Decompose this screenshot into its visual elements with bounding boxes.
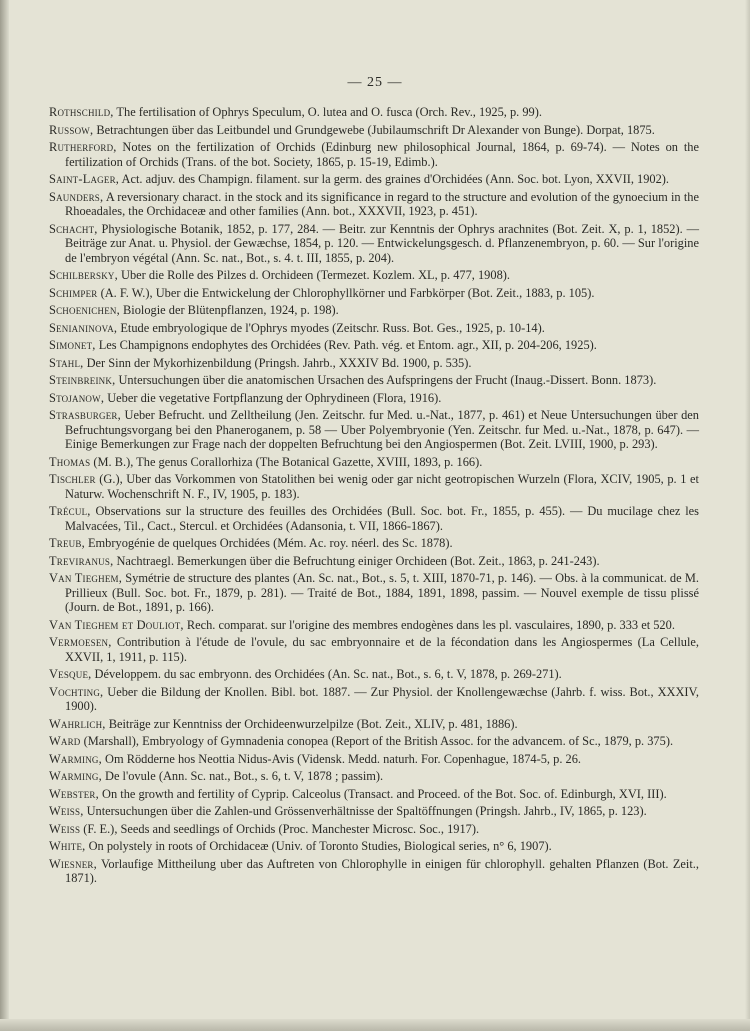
bibliography-entry [49, 804, 699, 819]
entry-author: Warming, [49, 751, 102, 766]
entry-author: Schoenichen, [49, 303, 120, 317]
bibliography-entry [49, 268, 699, 283]
page-shadow-left [0, 0, 9, 1031]
entry-author: Rothschild, [49, 105, 114, 119]
entry-citation: Les Champignons endophytes des Orchidées (Rev. Path. vég. et Entom. agr., XII, p. 204-206, 1925). [95, 338, 597, 352]
bibliography-entry [49, 472, 699, 501]
bibliography-entry [49, 571, 699, 615]
entry-citation: (G.), Uber das Vorkommen von Statolithen bei wenig oder gar nicht geotropischen Wurzeln (Flora, XCIV, 1905, p. 1 et Naturw. Wochenschrift N. F., IV, 1905, p. 183). [65, 472, 699, 501]
bibliography-entry [49, 504, 699, 533]
entry-author: Warming, [49, 769, 102, 783]
bibliography-entry [49, 338, 699, 353]
page-number: — 25 — [347, 75, 403, 90]
bibliography-entry [49, 769, 699, 784]
entry-citation: De l'ovule (Ann. Sc. nat., Bot., s. 6, t. V, 1878 ; passim). [101, 769, 384, 783]
entry-author: Steinbreink, [49, 373, 116, 387]
entry-author: Rutherford, [49, 140, 117, 154]
entry-citation: Untersuchungen über die Zahlen-und Grössenverhältnisse der Spaltöffnungen (Pringsh. Jahrb., IV, 1865, p. 123). [83, 804, 647, 818]
page-shadow-right [745, 0, 750, 1031]
entry-citation: Développem. du sac embryonn. des Orchidées (An. Sc. nat., Bot., s. 6, t. V, 1878, p. 269-271). [91, 667, 562, 681]
entry-author: Wiesner, [49, 856, 97, 871]
bibliography-entry [49, 321, 699, 336]
bibliography-entry [49, 635, 699, 664]
entry-author: Vochting, [49, 684, 104, 699]
entry-citation: (Marshall), Embryology of Gymnadenia conopea (Report of the British Assoc. for the advancem. of Sc., 1879, p. 375). [80, 734, 674, 748]
entry-citation: Rech. comparat. sur l'origine des membres endogènes dans les pl. vasculaires, 1890, p. 333 et 520. [183, 617, 675, 632]
entry-author: Simonet, [49, 338, 96, 352]
entry-author: Treviranus, [49, 553, 114, 568]
entry-author: Russow, [49, 122, 94, 137]
entry-author: Stahl, [49, 355, 84, 370]
entry-citation: Der Sinn der Mykorhizenbildung (Pringsh. Jahrb., XXXIV Bd. 1900, p. 535). [83, 355, 472, 370]
bibliography-list [49, 105, 699, 889]
bibliography-entry [49, 373, 699, 388]
entry-citation: Notes on the fertilization of Orchids (Edinburg new philosophical Journal, 1864, p. 69-74). — Notes on the fertilization of Orchids (Trans. of the bot. Society, 1865, p. 15-19, Edimb.). [65, 140, 699, 169]
entry-citation: Ueber die Bildung der Knollen. Bibl. bot. 1887. — Zur Physiol. der Knollengewæchse (Jahrb. f. wiss. Bot., XXXIV, 1900). [65, 684, 699, 713]
bibliography-entry [49, 822, 699, 837]
entry-author: Thomas [49, 454, 91, 469]
entry-citation: (M. B.), The genus Corallorhiza (The Botanical Gazette, XVIII, 1893, p. 166). [90, 454, 483, 469]
entry-citation: Untersuchungen über die anatomischen Ursachen des Aufspringens der Frucht (Inaug.-Dissert. Bonn. 1873). [115, 373, 657, 387]
entry-citation: Vorlaufige Mittheilung uber das Auftreten von Chlorophylle in einigen für chlorophyll. gehalten Pflanzen (Bot. Zeit., 1871). [65, 856, 699, 885]
entry-author: Weiss [49, 821, 81, 836]
bibliography-entry [49, 172, 699, 187]
entry-citation: Nachtraegl. Bemerkungen über die Befruchtung einiger Orchideen (Bot. Zeit., 1863, p. 241-243). [113, 553, 600, 568]
entry-citation: Physiologische Botanik, 1852, p. 177, 284. — Beitr. zur Kenntnis der Ophrys arachnites (Bot. Zeit. X, p. 1, 1852). — Beiträge zur Anat. u. Physiol. der Gewæchse, 1854, p. 120. — Entwickelungsgesch. d. Pflanzenembryon, p. 60. — Sur l'origine de l'embryon végétal (Ann. Sc. nat., Bot., s. 4. t. III, 1855, p. 204). [65, 221, 699, 265]
entry-author: Schilbersky, [49, 268, 118, 282]
entry-citation: (F. E.), Seeds and seedlings of Orchids (Proc. Manchester Microsc. Soc., 1917). [80, 821, 480, 836]
bibliography-entry [49, 839, 699, 854]
bibliography-entry [49, 105, 699, 120]
page-shadow-bottom [0, 1019, 750, 1031]
bibliography-entry [49, 455, 699, 470]
entry-citation: Beiträge zur Kenntniss der Orchideenwurzelpilze (Bot. Zeit., XLIV, p. 481, 1886). [105, 716, 518, 731]
bibliography-entry [49, 408, 699, 452]
entry-citation: Etude embryologique de l'Ophrys myodes (Zeitschr. Russ. Bot. Ges., 1925, p. 10-14). [117, 320, 545, 335]
bibliography-entry [49, 667, 699, 682]
entry-author: Wahrlich, [49, 716, 106, 731]
bibliography-entry [49, 123, 699, 138]
entry-author: Weiss, [49, 804, 84, 818]
entry-author: Senianinova, [49, 320, 118, 335]
entry-author: Strasburger, [49, 408, 121, 422]
bibliography-entry [49, 717, 699, 732]
entry-author: Tischler [49, 472, 96, 486]
entry-author: Ward [49, 734, 81, 748]
entry-citation: Observations sur la structure des feuilles des Orchidées (Bull. Soc. bot. Fr., 1855, p. 455). — Du mucilage chez les Malvacées, Til., Cact., Stercul. et Orchidées (Adansonia, t. VII, 1866-1867). [65, 504, 699, 533]
entry-citation: Om Rödderne hos Neottia Nidus-Avis (Vidensk. Medd. naturh. For. Copenhague, 1874-5, p. 26. [101, 751, 582, 766]
bibliography-entry [49, 554, 699, 569]
entry-author: Webster, [49, 786, 99, 801]
entry-citation: The fertilisation of Ophrys Speculum, O. lutea and O. fusca (Orch. Rev., 1925, p. 99). [113, 105, 542, 119]
entry-citation: On the growth and fertility of Cyprip. Calceolus (Transact. and Proceed. of the Bot. Soc. of. Edinburgh, XVI, III). [98, 786, 667, 801]
entry-citation: Ueber Befrucht. und Zelltheilung (Jen. Zeitschr. fur Med. u.-Nat., 1877, p. 461) et Neue Untersuchungen über den Befruchtungsvorgang bei den Phaneroganem, p. 58 — Uber Polyembryonie (Yen. Zeitschr. fur Med. u.-Nat., 1878, p. 647). — Einige Bemerkungen zur Frage nach der doppelten Befruchtung bei den Angiospermen (Bot. Zeit. LVIII, 1900, p. 293). [65, 408, 699, 451]
entry-citation: Act. adjuv. des Champign. filament. sur la germ. des graines d'Orchidées (Ann. Soc. bot. Lyon, XXVII, 1902). [119, 172, 670, 186]
bibliography-entry [49, 787, 699, 802]
entry-citation: A reversionary charact. in the stock and its significance in regard to the structure and evolution of the gynoecium in the Rhoeadales, the Orchidaceæ and other families (Ann. bot., XXXVII, 1923, p. 451). [65, 189, 699, 218]
bibliography-entry [49, 140, 699, 169]
entry-author: White, [49, 839, 86, 853]
bibliography-entry [49, 618, 699, 633]
entry-citation: (A. F. W.), Uber die Entwickelung der Chlorophyllkörner und Farbkörper (Bot. Zeit., 1883, p. 105). [97, 285, 595, 300]
entry-citation: Betrachtungen über das Leitbundel und Grundgewebe (Jubilaumschrift Dr Alexander von Bunge). Dorpat, 1875. [93, 122, 655, 137]
entry-author: Vesque, [49, 667, 92, 681]
bibliography-entry [49, 857, 699, 886]
entry-author: Saint-Lager, [49, 172, 120, 186]
entry-author: Trécul, [49, 504, 91, 518]
entry-author: Vermoesen, [49, 635, 112, 649]
entry-author: Schacht, [49, 221, 98, 236]
bibliography-entry [49, 536, 699, 551]
bibliography-entry [49, 286, 699, 301]
entry-author: Van Tieghem, [49, 571, 123, 585]
entry-author: Treub, [49, 536, 85, 550]
entry-author: Schimper [49, 285, 98, 300]
entry-citation: Symétrie de structure des plantes (An. Sc. nat., Bot., s. 5, t. XIII, 1870-71, p. 146). — Obs. à la communicat. de M. Prillieux (Bull. Soc. bot. Fr., 1879, p. 281). — Traité de Bot., 1884, 1891, 1898, passim. — Nouvel exemple de tissu plissé (Journ. de Bot., 1891, p. 166). [65, 571, 699, 614]
bibliography-entry [49, 222, 699, 266]
entry-citation: Embryogénie de quelques Orchidées (Mém. Ac. roy. néerl. des Sc. 1878). [84, 536, 453, 550]
bibliography-entry [49, 685, 699, 714]
entry-author: Stojanow, [49, 390, 105, 405]
bibliography-entry [49, 391, 699, 406]
bibliography-entry [49, 752, 699, 767]
bibliography-entry [49, 734, 699, 749]
bibliography-entry [49, 190, 699, 219]
bibliography-entry [49, 356, 699, 371]
bibliography-entry [49, 303, 699, 318]
entry-citation: Uber die Rolle des Pilzes d. Orchideen (Termezet. Kozlem. XL, p. 477, 1908). [117, 268, 510, 282]
entry-citation: Contribution à l'étude de l'ovule, du sac embryonnaire et de la fécondation dans les Angiospermes (La Cellule, XXVII, 1, 1911, p. 115). [65, 635, 699, 664]
entry-author: Van Tieghem et Douliot, [49, 617, 184, 632]
entry-citation: Ueber die vegetative Fortpflanzung der Ophrydineen (Flora, 1916). [104, 390, 442, 405]
entry-citation: Biologie der Blütenpflanzen, 1924, p. 198). [119, 303, 339, 317]
entry-author: Saunders, [49, 189, 104, 204]
entry-citation: On polystely in roots of Orchidaceæ (Univ. of Toronto Studies, Biological series, n° 6, 1907). [85, 839, 552, 853]
